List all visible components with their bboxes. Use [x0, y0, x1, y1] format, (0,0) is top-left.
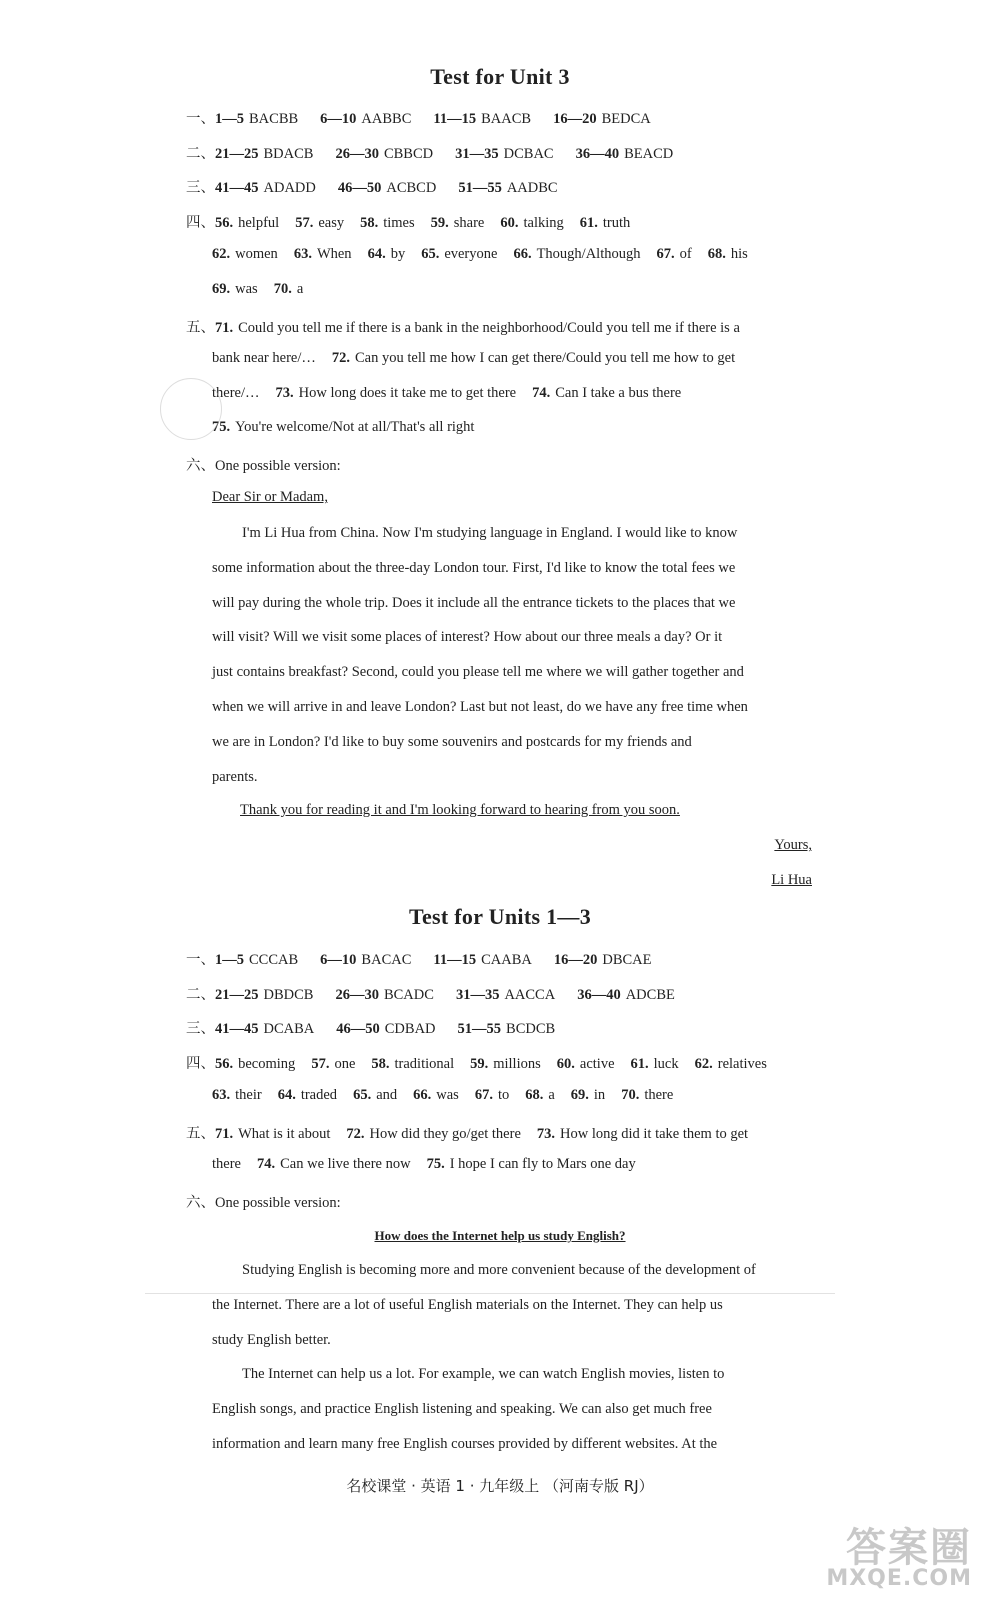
answer-group — [470, 1056, 541, 1073]
question-number: 75. — [212, 419, 231, 435]
answer-text: truth — [602, 215, 631, 231]
essay-line: parents. — [212, 768, 258, 785]
answer-text: active — [579, 1056, 615, 1072]
essay-line: I'm Li Hua from China. Now I'm studying language in England. I would like to know — [242, 525, 738, 541]
question-number: 21—25 — [215, 987, 259, 1003]
answer-group — [360, 215, 415, 232]
section-label: 五、 — [186, 320, 215, 336]
section-label: 三、 — [186, 1021, 215, 1037]
question-number: 57. — [311, 1056, 330, 1072]
units13-section5-line1 — [186, 1122, 764, 1143]
answer-group — [537, 1126, 748, 1143]
answer-text: Could you tell me if there is a bank in the neighborhood/Could you tell me if there is a — [238, 320, 740, 336]
answer-group — [580, 215, 631, 232]
answer-group — [257, 1156, 411, 1173]
answer-text: BDACB — [263, 146, 314, 162]
answer-group — [212, 1087, 262, 1104]
answer-group — [212, 419, 474, 436]
unit3-section5-line1 — [186, 316, 756, 337]
answer-group — [455, 146, 553, 163]
answer-group — [431, 215, 485, 232]
answer-text: DBCAE — [602, 952, 652, 968]
answer-group — [212, 246, 278, 263]
answer-group — [427, 1156, 636, 1173]
page-footer: 名校课堂 · 英语 1 · 九年级上 （河南专版 RJ） — [346, 1477, 654, 1495]
answer-text: everyone — [444, 246, 498, 262]
question-number: 59. — [470, 1056, 489, 1072]
question-number: 16—20 — [553, 952, 598, 968]
answer-text: their — [235, 1087, 262, 1103]
unit3-section1 — [186, 107, 673, 128]
answer-group — [413, 1087, 459, 1104]
question-number: 68. — [525, 1087, 544, 1103]
answer-group — [335, 987, 433, 1004]
section-label: 五、 — [186, 1126, 215, 1142]
answer-group — [708, 246, 748, 263]
answer-group — [571, 1087, 605, 1104]
question-number: 73. — [536, 1126, 556, 1142]
answer-group — [274, 281, 304, 298]
question-number: 41—45 — [215, 180, 259, 196]
answer-text: to — [497, 1087, 510, 1103]
question-number: 61. — [630, 1056, 649, 1072]
question-number: 73. — [275, 385, 294, 401]
answer-text: traditional — [394, 1056, 455, 1072]
answer-text: a — [548, 1087, 555, 1103]
answer-group — [320, 952, 411, 969]
essay-line: English songs, and practice English listening and speaking. We can also get much free — [212, 1401, 712, 1418]
intro-text: One possible version: — [215, 1195, 341, 1211]
question-number: 1—5 — [215, 111, 244, 127]
question-number: 31—35 — [455, 146, 499, 162]
question-number: 36—40 — [577, 987, 621, 1003]
essay-line: the Internet. There are a lot of useful English materials on the Internet. They can help us — [212, 1296, 723, 1313]
answer-text: a — [296, 281, 304, 297]
question-number: 74. — [532, 385, 551, 401]
answer-text: share — [453, 215, 485, 231]
letter-signature: Li Hua — [771, 872, 812, 888]
answer-text: and — [376, 1087, 398, 1103]
answer-text: When — [316, 246, 352, 262]
question-number: 56. — [215, 215, 234, 231]
answer-text: BEDCA — [601, 111, 651, 127]
answer-text: talking — [523, 215, 564, 231]
units13-section3 — [186, 1017, 577, 1038]
answer-text: traded — [300, 1087, 338, 1103]
continued-text: bank near here/… — [212, 350, 316, 366]
question-number: 6—10 — [320, 111, 357, 127]
answer-text: AADBC — [506, 180, 558, 196]
essay-line: The Internet can help us a lot. For example, we can watch English movies, listen to — [242, 1366, 725, 1383]
answer-text: times — [383, 215, 415, 231]
answer-group — [525, 1087, 555, 1104]
answer-group — [657, 246, 692, 263]
answer-group — [215, 1056, 295, 1073]
question-number: 64. — [277, 1087, 296, 1103]
continued-text: there/… — [212, 385, 260, 401]
section-label: 六、 — [186, 1195, 215, 1211]
question-number: 59. — [430, 215, 449, 231]
answer-text: his — [730, 246, 748, 262]
question-number: 63. — [293, 246, 312, 262]
letter-greeting: Dear Sir or Madam, — [212, 489, 328, 505]
unit3-title: Test for Unit 3 — [430, 64, 570, 89]
section-label: 六、 — [186, 458, 215, 474]
question-number: 70. — [273, 281, 292, 297]
question-number: 58. — [360, 215, 379, 231]
answer-group — [276, 385, 517, 402]
question-number: 46—50 — [337, 180, 382, 196]
unit3-section2 — [186, 142, 695, 163]
question-number: 72. — [331, 350, 350, 366]
answer-text: BCDCB — [506, 1021, 556, 1037]
answer-group — [456, 987, 555, 1004]
essay-line: just contains breakfast? Second, could you please tell me where we will gather together and — [212, 664, 744, 681]
question-number: 57. — [295, 215, 314, 231]
unit3-section3 — [186, 176, 580, 197]
question-number: 51—55 — [458, 180, 502, 196]
answer-group — [475, 1087, 509, 1104]
answer-group — [371, 1056, 454, 1073]
answer-group — [353, 1087, 397, 1104]
answer-text: of — [679, 246, 692, 262]
letter-yours: Yours, — [774, 837, 812, 853]
answer-text: DCBAC — [503, 146, 554, 162]
section-label: 二、 — [186, 987, 215, 1003]
answer-text: What is it about — [238, 1126, 331, 1142]
answer-group — [458, 1021, 556, 1038]
answer-group — [433, 952, 531, 969]
answer-text: women — [235, 246, 278, 262]
answer-group — [557, 1056, 615, 1073]
answer-group — [336, 1021, 435, 1038]
question-number: 65. — [353, 1087, 372, 1103]
answer-group — [532, 385, 681, 402]
section-label: 三、 — [186, 180, 215, 196]
unit3-section4-line1 — [186, 211, 646, 232]
letter-closing: Thank you for reading it and I'm looking forward to hearing from you soon. — [240, 802, 680, 818]
answer-text: there — [644, 1087, 674, 1103]
question-number: 67. — [656, 246, 675, 262]
question-number: 71. — [215, 320, 234, 336]
units13-section4-line2 — [212, 1087, 689, 1104]
answer-text: in — [593, 1087, 606, 1103]
answer-text: AABBC — [361, 111, 412, 127]
essay-line: some information about the three-day London tour. First, I'd like to know the total fees we — [212, 559, 736, 576]
answer-group — [215, 1126, 330, 1143]
question-number: 75. — [426, 1156, 445, 1172]
unit3-section6-intro — [186, 454, 341, 475]
units13-section5-line2 — [212, 1156, 652, 1173]
answer-group — [215, 1021, 314, 1038]
answer-text: DBDCB — [263, 987, 314, 1003]
question-number: 6—10 — [320, 952, 357, 968]
answer-text: I hope I can fly to Mars one day — [449, 1156, 636, 1172]
unit3-section4-line2 — [212, 246, 764, 263]
question-number: 46—50 — [336, 1021, 380, 1037]
answer-group — [500, 215, 563, 232]
answer-text: AACCA — [504, 987, 556, 1003]
answer-group — [621, 1087, 673, 1104]
question-number: 66. — [413, 1087, 432, 1103]
answer-text: CDBAD — [384, 1021, 436, 1037]
answer-group — [554, 952, 652, 969]
answer-group — [631, 1056, 679, 1073]
answer-group — [553, 111, 651, 128]
answer-group — [368, 246, 406, 263]
essay-line: information and learn many free English courses provided by different websites. At the — [212, 1435, 718, 1452]
section-label: 四、 — [186, 215, 215, 231]
units13-section4-line1 — [186, 1052, 783, 1073]
answer-text: Though/Although — [536, 246, 641, 262]
question-number: 56. — [215, 1056, 234, 1072]
question-number: 11—15 — [433, 952, 477, 968]
answer-text: one — [334, 1056, 356, 1072]
question-number: 64. — [367, 246, 386, 262]
section-label: 一、 — [186, 952, 215, 968]
question-number: 31—35 — [455, 987, 500, 1003]
continued-text: there — [212, 1156, 241, 1172]
essay-line: study English better. — [212, 1331, 331, 1348]
stamp-mark — [160, 378, 222, 440]
essay-line: Studying English is becoming more and more convenient because of the development of — [242, 1262, 756, 1278]
answer-text: How did they go/get there — [369, 1126, 521, 1142]
answer-text: relatives — [717, 1056, 767, 1072]
question-number: 71. — [215, 1126, 234, 1142]
section-label: 四、 — [186, 1056, 215, 1072]
question-number: 70. — [621, 1087, 640, 1103]
question-number: 21—25 — [215, 146, 259, 162]
answer-group — [332, 350, 735, 367]
answer-group — [421, 246, 497, 263]
units13-section6-intro — [186, 1191, 341, 1212]
question-number: 26—30 — [335, 987, 379, 1003]
question-number: 69. — [570, 1087, 589, 1103]
answer-text: millions — [493, 1056, 541, 1072]
unit3-section4-line3 — [212, 281, 319, 298]
question-number: 16—20 — [553, 111, 597, 127]
answer-text: CCCAB — [249, 952, 299, 968]
letter-body — [212, 516, 812, 794]
question-number: 63. — [212, 1087, 231, 1103]
question-number: 41—45 — [215, 1021, 259, 1037]
answer-text: CBBCD — [383, 146, 434, 162]
units13-section1 — [186, 948, 674, 969]
question-number: 26—30 — [335, 146, 379, 162]
unit3-section5-line2 — [212, 350, 751, 367]
question-number: 60. — [500, 215, 519, 231]
essay-line: will pay during the whole trip. Does it include all the entrance tickets to the places that we — [212, 594, 736, 611]
answer-group — [433, 111, 531, 128]
question-number: 1—5 — [215, 952, 244, 968]
question-number: 36—40 — [575, 146, 620, 162]
answer-group — [215, 952, 298, 969]
question-number: 68. — [707, 246, 726, 262]
answer-text: was — [436, 1087, 459, 1103]
units13-section2 — [186, 983, 697, 1004]
answer-text: BEACD — [624, 146, 674, 162]
answer-text: easy — [318, 215, 345, 231]
answer-text: DCABA — [263, 1021, 315, 1037]
answer-text: How long does it take me to get there — [298, 385, 517, 401]
answer-group — [215, 987, 313, 1004]
unit3-section5-line3 — [212, 385, 697, 402]
answer-group — [215, 215, 279, 232]
answer-text: You're welcome/Not at all/That's all right — [235, 419, 475, 435]
answer-text: becoming — [238, 1056, 296, 1072]
answer-text: ADADD — [263, 180, 316, 196]
question-number: 62. — [212, 246, 231, 262]
answer-group — [295, 215, 344, 232]
answer-text: helpful — [238, 215, 280, 231]
question-number: 62. — [694, 1056, 713, 1072]
answer-group — [215, 180, 316, 197]
question-number: 58. — [371, 1056, 390, 1072]
question-number: 69. — [212, 281, 231, 297]
question-number: 51—55 — [457, 1021, 502, 1037]
unit3-section5-line4 — [212, 419, 490, 436]
answer-group — [278, 1087, 337, 1104]
answer-group — [320, 111, 411, 128]
question-number: 67. — [474, 1087, 493, 1103]
essay-line: when we will arrive in and leave London? Last but not least, do we have any free time when — [212, 698, 748, 715]
answer-group — [311, 1056, 355, 1073]
answer-text: CAABA — [481, 952, 532, 968]
section-label: 二、 — [186, 146, 215, 162]
question-number: 72. — [346, 1126, 365, 1142]
essay-line: we are in London? I'd like to buy some souvenirs and postcards for my friends and — [212, 733, 692, 750]
answer-group — [577, 987, 675, 1004]
intro-text: One possible version: — [215, 458, 341, 474]
answer-group — [215, 146, 313, 163]
question-number: 61. — [579, 215, 598, 231]
answer-group — [338, 180, 436, 197]
answer-group — [458, 180, 557, 197]
answer-text: How long did it take them to get — [560, 1126, 749, 1142]
essay-line: will visit? Will we visit some places of interest? How about our three meals a day? Or it — [212, 629, 723, 646]
answer-group — [346, 1126, 521, 1143]
answer-group — [294, 246, 352, 263]
answer-group — [513, 246, 640, 263]
answer-text: BAACB — [481, 111, 532, 127]
essay-title: How does the Internet help us study English? — [374, 1228, 626, 1243]
answer-text: luck — [653, 1056, 679, 1072]
essay-body — [212, 1253, 812, 1462]
answer-text: BACBB — [249, 111, 299, 127]
answer-group — [576, 146, 674, 163]
answer-group — [212, 281, 258, 298]
units13-title: Test for Units 1—3 — [408, 904, 592, 929]
answer-group — [695, 1056, 767, 1073]
answer-text: ADCBE — [625, 987, 675, 1003]
answer-text: by — [390, 246, 406, 262]
answer-text: ACBCD — [386, 180, 437, 196]
answer-group — [215, 111, 298, 128]
answer-group — [335, 146, 433, 163]
question-number: 65. — [421, 246, 440, 262]
watermark-logo: 答案圈 MXQE.COM — [826, 1525, 972, 1591]
question-number: 60. — [556, 1056, 575, 1072]
answer-text: Can you tell me how I can get there/Could you tell me how to get — [355, 350, 736, 366]
question-number: 11—15 — [433, 111, 477, 127]
answer-group — [215, 320, 740, 337]
answer-text: Can I take a bus there — [555, 385, 682, 401]
section-label: 一、 — [186, 111, 215, 127]
question-number: 66. — [513, 246, 532, 262]
question-number: 74. — [256, 1156, 276, 1172]
answer-text: Can we live there now — [280, 1156, 411, 1172]
answer-text: BCADC — [383, 987, 434, 1003]
answer-text: BACAC — [361, 952, 412, 968]
answer-text: was — [235, 281, 258, 297]
